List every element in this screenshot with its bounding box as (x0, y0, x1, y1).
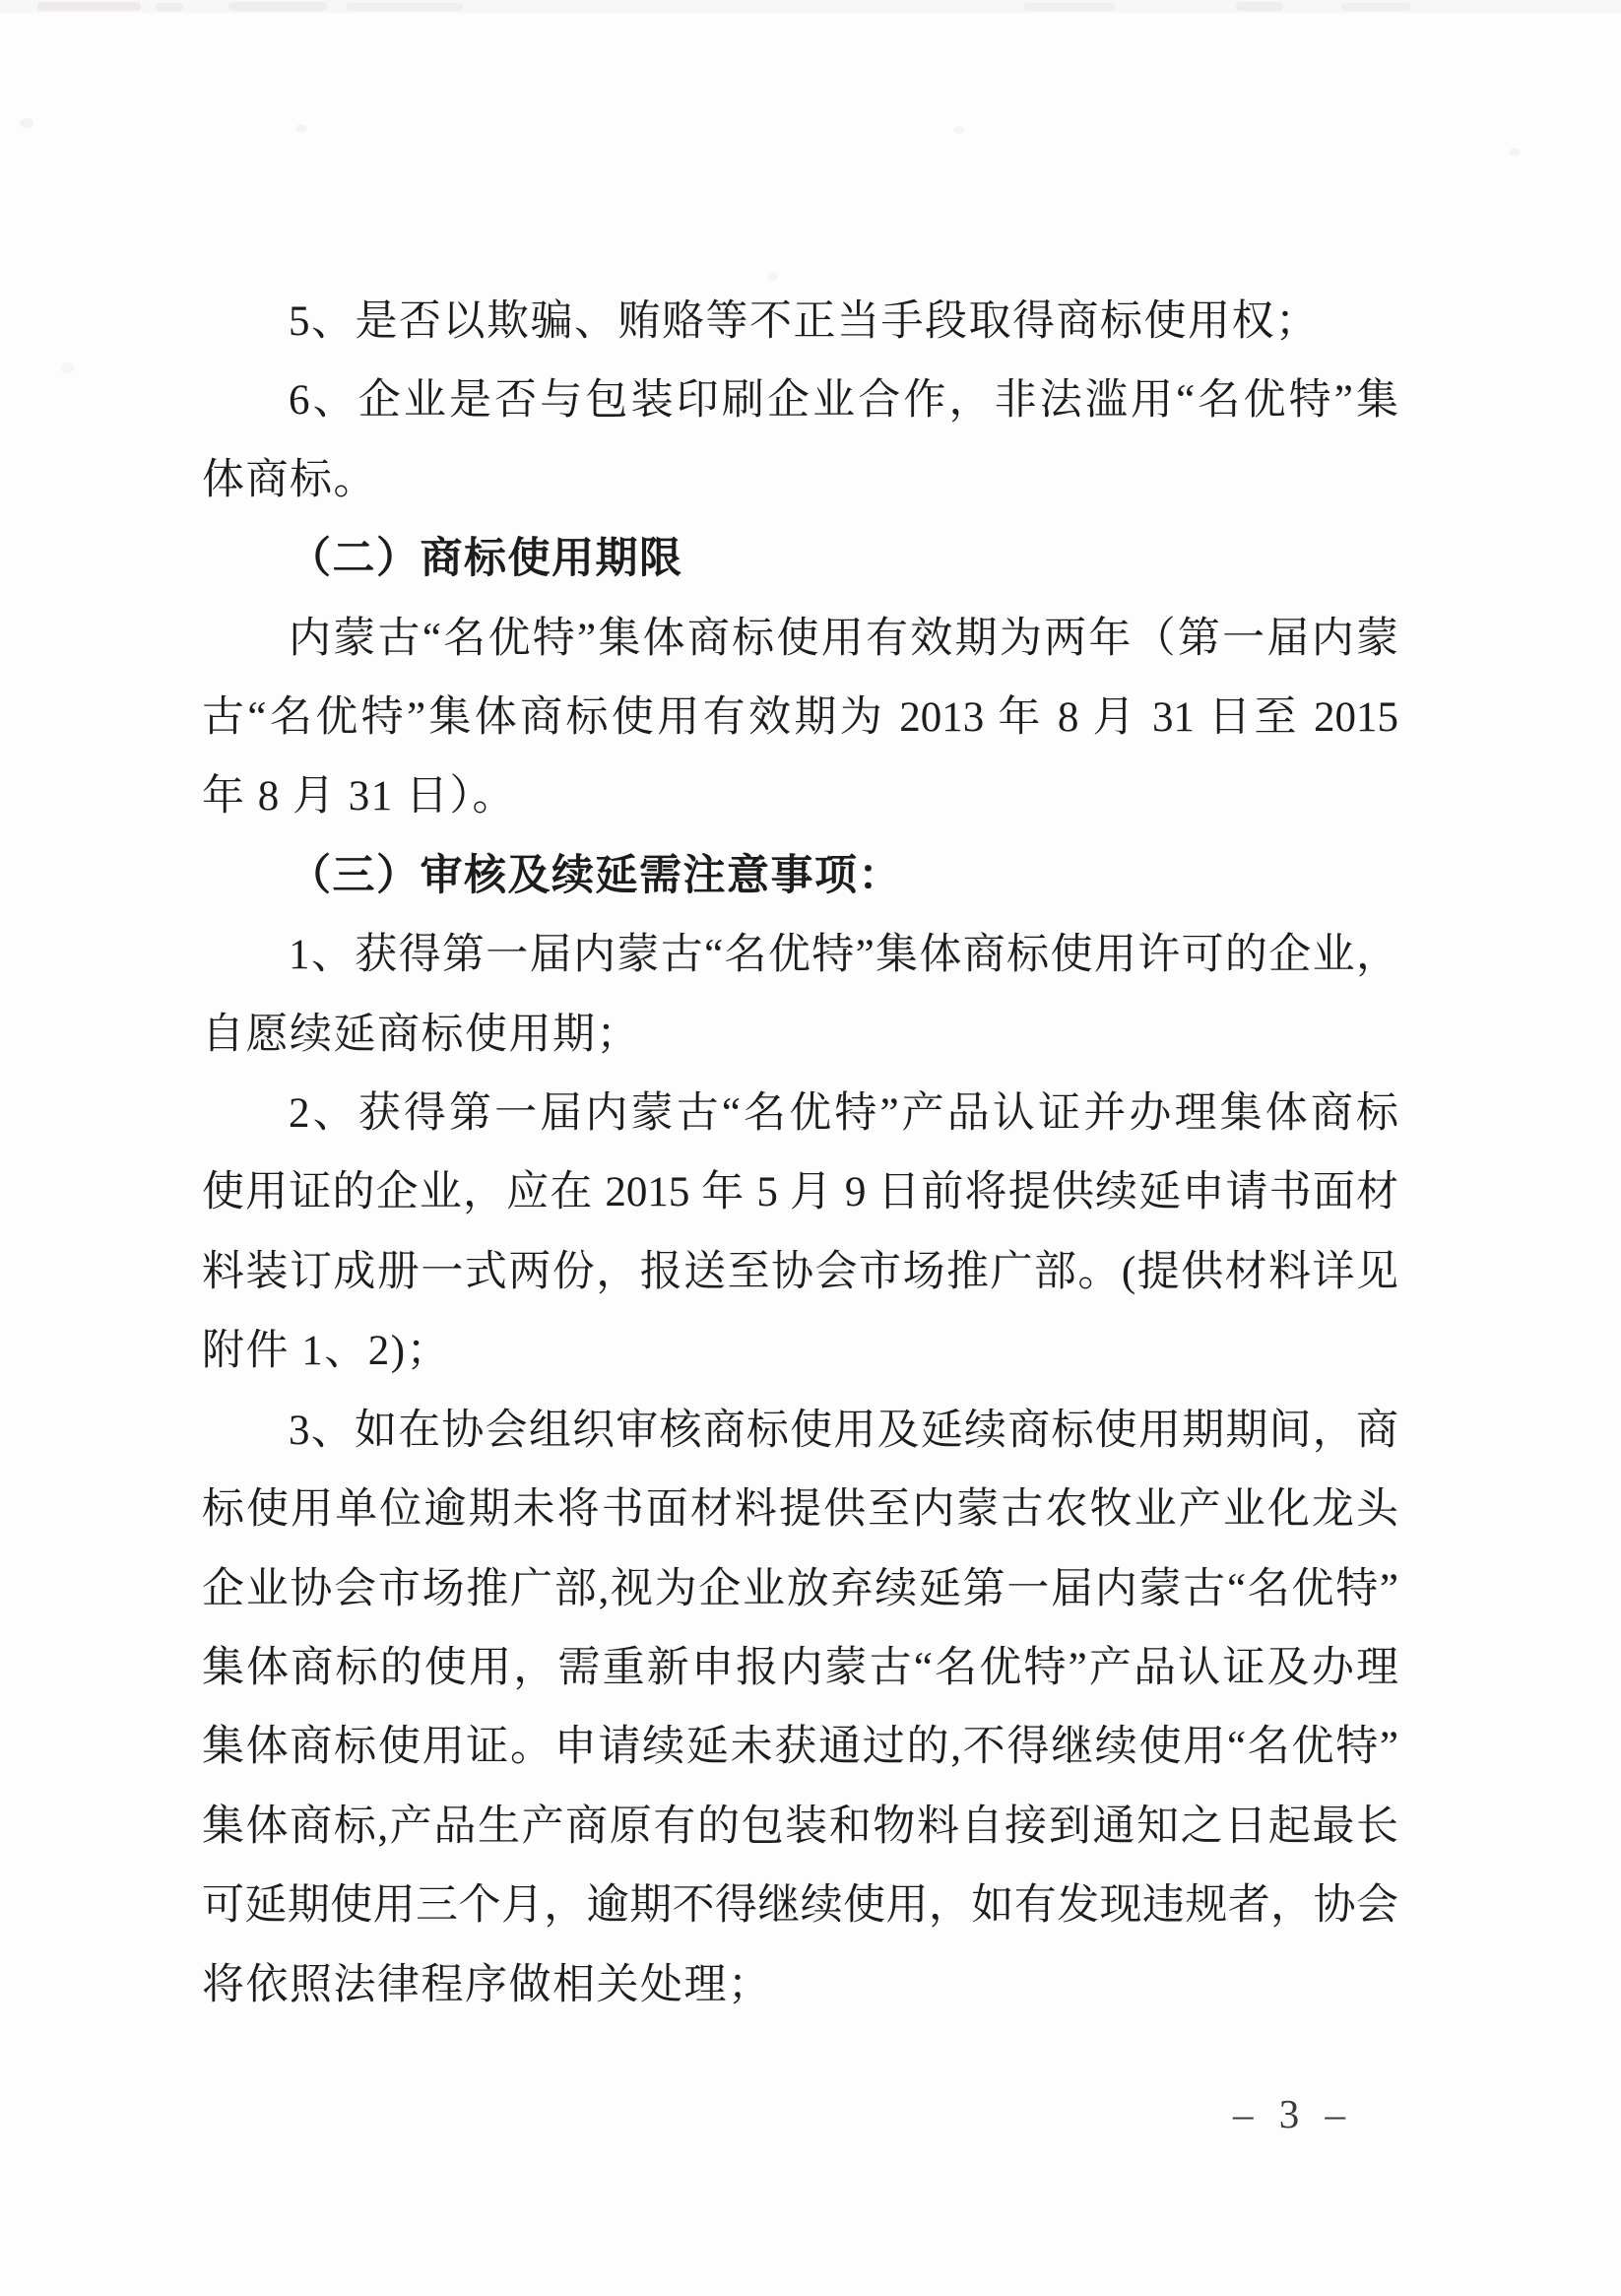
paper-speck (768, 272, 778, 281)
scanner-edge-band (0, 0, 1621, 13)
text-line-11: 2、获得第一届内蒙古“名优特”产品认证并办理集体商标 (289, 1090, 1398, 1138)
text-line-17: 企业协会市场推广部,视为企业放弃续延第一届内蒙古“名优特” (202, 1565, 1398, 1612)
text-line-8: （三）审核及续延需注意事项： (289, 852, 902, 899)
edge-smudge (347, 3, 463, 11)
text-line-14: 附件 1、2)； (202, 1328, 451, 1375)
text-line-7: 年 8 月 31 日）。 (202, 773, 516, 820)
text-line-9: 1、获得第一届内蒙古“名优特”集体商标使用许可的企业， (289, 932, 1398, 979)
paper-speck (1509, 148, 1521, 157)
document-text-block (202, 283, 1398, 2025)
text-line-12: 使用证的企业，应在 2015 年 5 月 9 日前将提供续延申请书面材 (202, 1169, 1398, 1216)
text-line-2: 6、企业是否与包装印刷企业合作，非法滥用“名优特”集 (289, 377, 1398, 425)
paper-speck (61, 362, 74, 373)
text-line-20: 集体商标,产品生产商原有的包装和物料自接到通知之日起最长 (202, 1803, 1398, 1850)
text-line-16: 标使用单位逾期未将书面材料提供至内蒙古农牧业产业化龙头 (202, 1486, 1398, 1534)
paper-speck (953, 126, 964, 134)
page-number: – 3 – (1233, 2091, 1349, 2136)
edge-smudge (1341, 3, 1410, 11)
paper-speck (20, 118, 33, 128)
edge-smudge (1024, 3, 1115, 11)
text-line-3: 体商标。 (202, 456, 377, 503)
text-line-1: 5、是否以欺骗、贿赂等不正当手段取得商标使用权； (289, 298, 1320, 345)
text-line-4: （二）商标使用期限 (289, 536, 683, 583)
text-line-19: 集体商标使用证。申请续延未获通过的,不得继续使用“名优特” (202, 1724, 1398, 1771)
edge-smudge (1236, 2, 1283, 11)
text-line-15: 3、如在协会组织审核商标使用及延续商标使用期期间，商 (289, 1407, 1398, 1454)
text-line-21: 可延期使用三个月，逾期不得继续使用，如有发现违规者，协会 (202, 1882, 1398, 1930)
text-line-10: 自愿续延商标使用期； (202, 1011, 640, 1058)
text-line-22: 将依照法律程序做相关处理； (202, 1961, 772, 2008)
paper-speck (295, 124, 307, 133)
text-line-18: 集体商标的使用，需重新申报内蒙古“名优特”产品认证及办理 (202, 1644, 1398, 1691)
edge-smudge (37, 2, 141, 11)
text-line-5: 内蒙古“名优特”集体商标使用有效期为两年（第一届内蒙 (289, 615, 1398, 662)
text-line-6: 古“名优特”集体商标使用有效期为 2013 年 8 月 31 日至 2015 (202, 694, 1398, 742)
edge-smudge (228, 2, 327, 11)
edge-smudge (156, 3, 183, 11)
text-line-13: 料装订成册一式两份，报送至协会市场推广部。(提供材料详见 (202, 1248, 1398, 1295)
